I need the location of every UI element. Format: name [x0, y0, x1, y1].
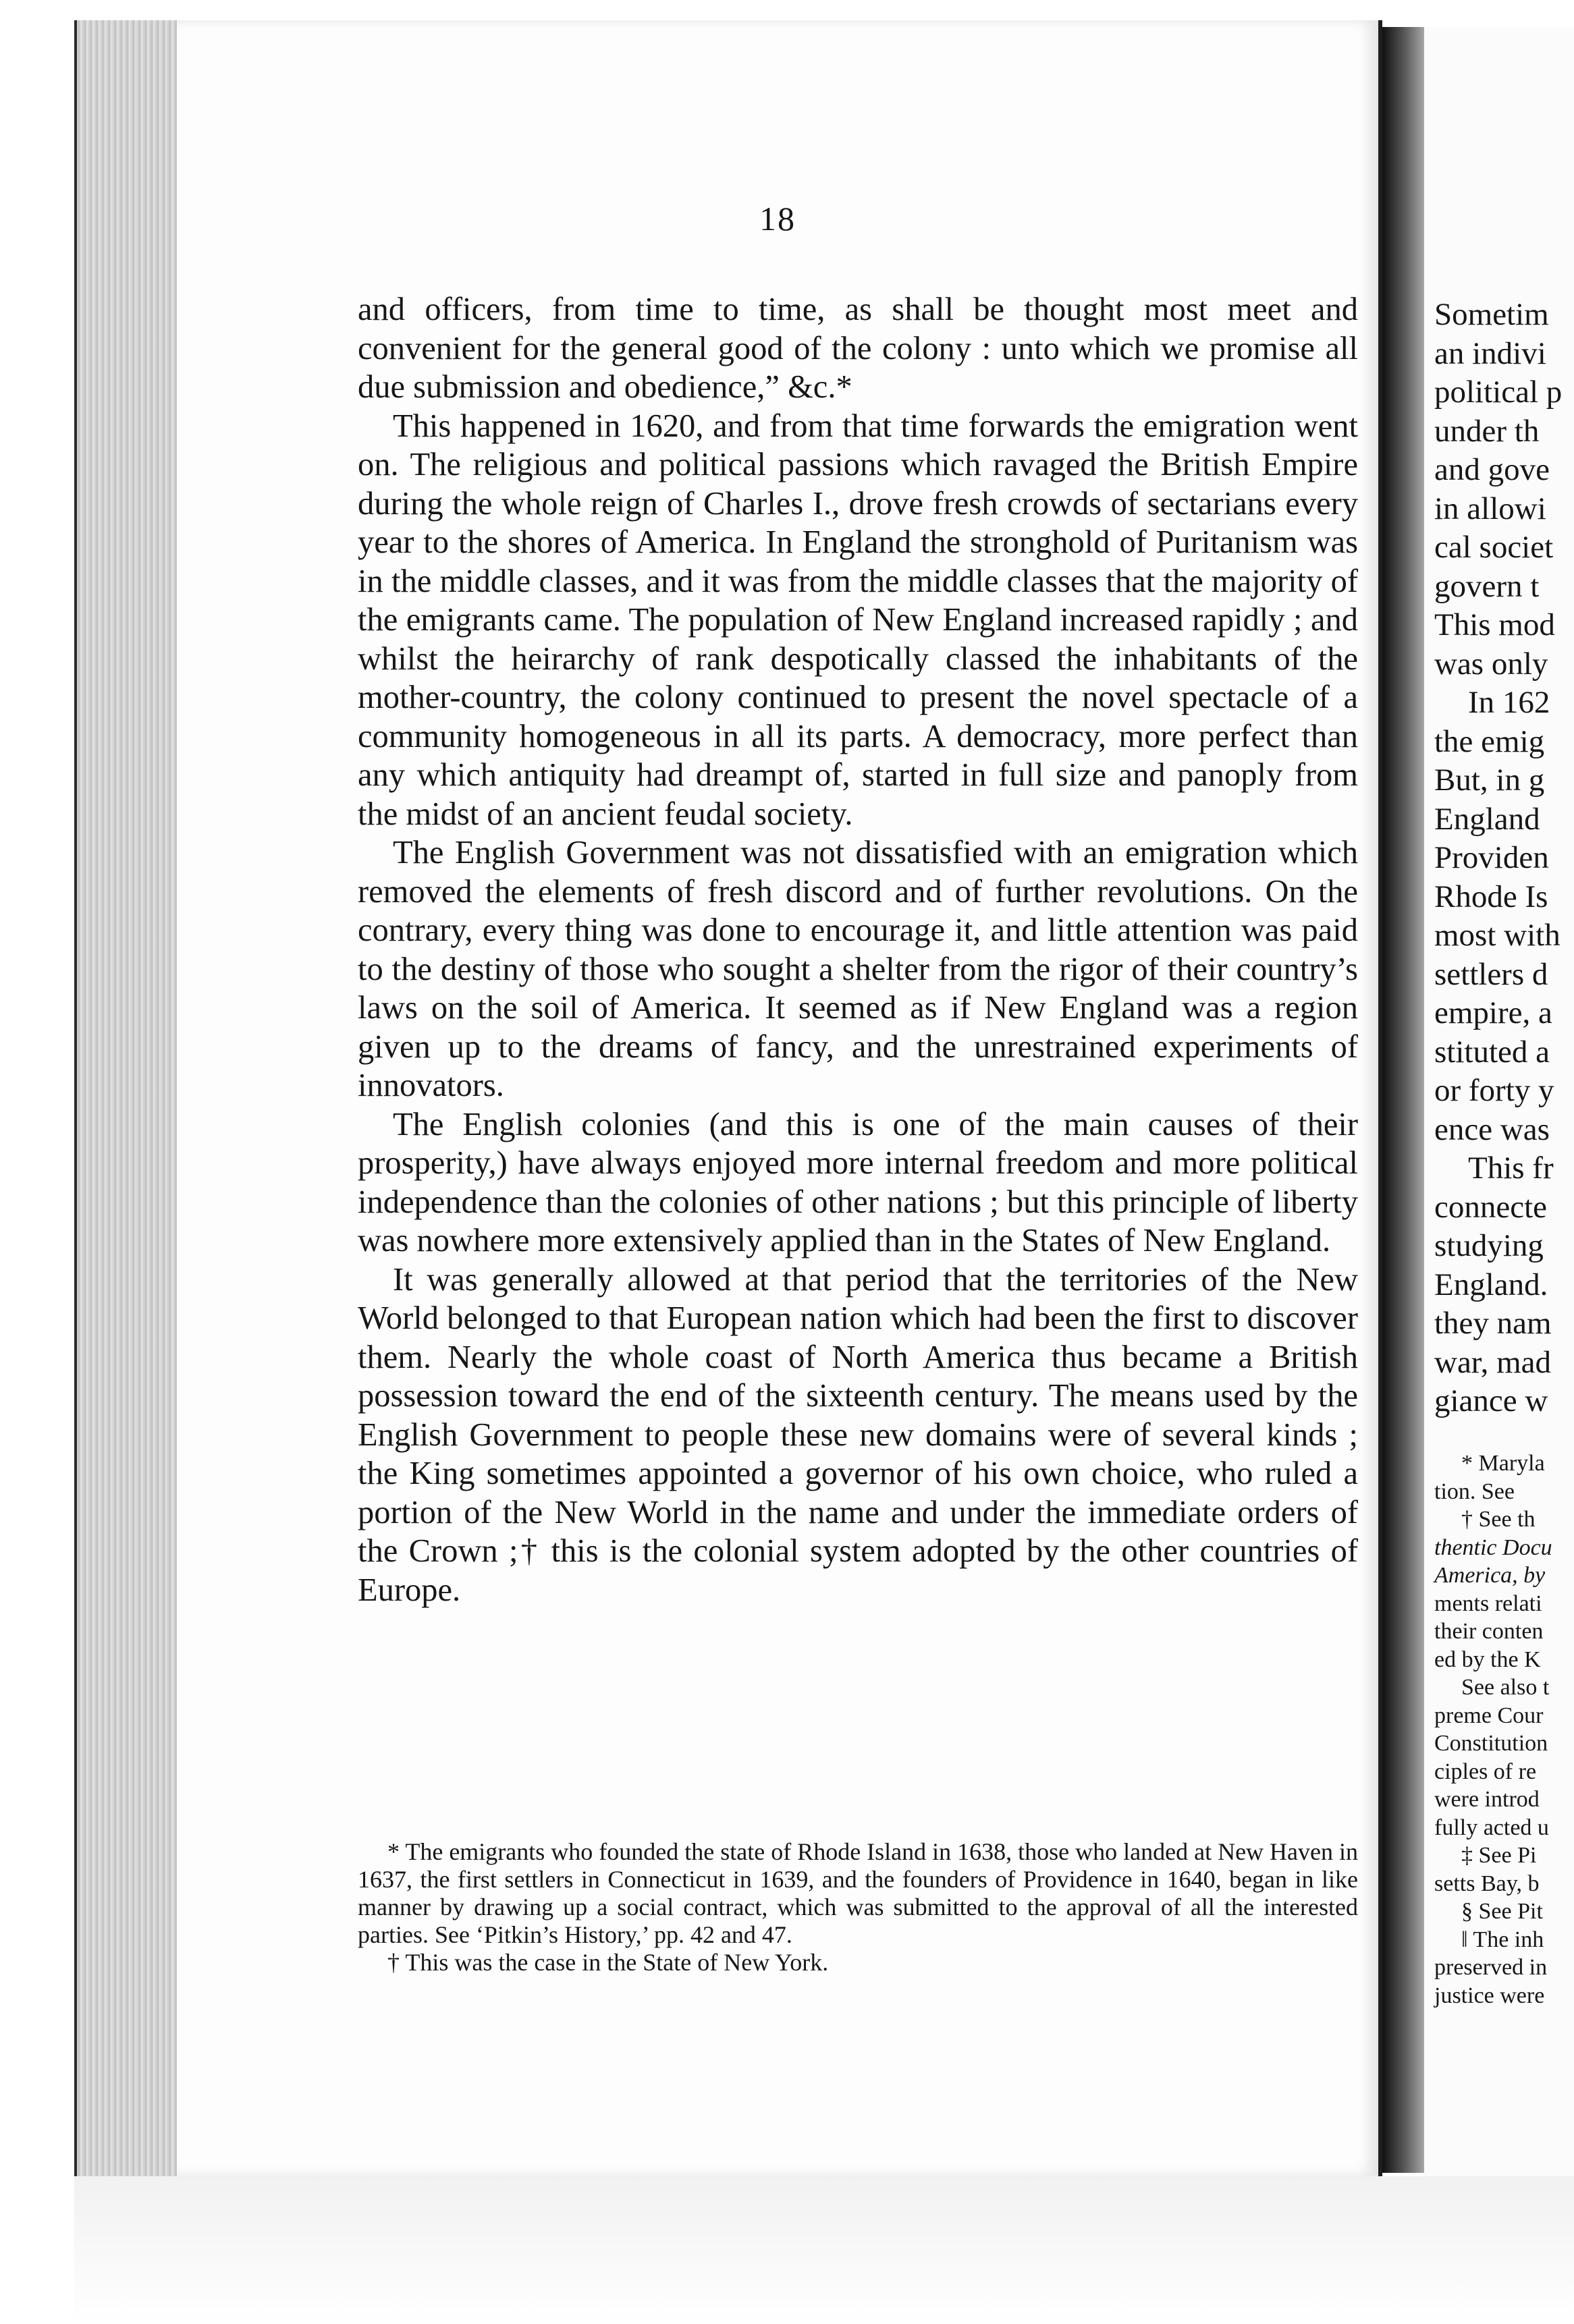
footnote: * The emigrants who founded the state of Rhode Island in 1638, those who landed at New Haven in 1637, the first settlers in Connecticut in 1639, and the founders of Providence in 1640, began in like manner by drawing up a social contract, which was submitted to the approval of all the interested parties. See ‘Pitkin’s History,’ pp. 42 and 47. [358, 1838, 1359, 1948]
left-page [177, 20, 1382, 2176]
text-line: Sometim [1434, 297, 1549, 332]
footnote-line: * Maryla [1461, 1451, 1545, 1476]
text-line: But, in g [1434, 763, 1545, 798]
text-line: most with [1434, 918, 1561, 953]
footnote-line: thentic Docu [1434, 1534, 1552, 1560]
paragraph: This happened in 1620, and from that time forwards the emigration went on. The religious and political passions which ravaged the British Empire during the whole reign of Charles I., drove fresh crowds of sectarians every year to the shores of America. In England the stronghold of Puritanism was in the middle classes, and it was from the middle classes that the majority of the emigrants came. The population of New England increased rapidly ; and whilst the heirarchy of rank despotically classed the inhabitants of the mother-country, the colony continued to present the novel spectacle of a community homogeneous in all its parts. A democracy, more perfect than any which antiquity had dreampt of, started in full size and panoply from the midst of an ancient feudal society. [358, 408, 1358, 832]
text-line: under th [1434, 413, 1540, 449]
text-line: ence was [1434, 1111, 1550, 1147]
text-line: or forty y [1434, 1073, 1554, 1108]
text-line: Rhode Is [1434, 879, 1548, 914]
page-number: 18 [759, 200, 796, 238]
footnote: † This was the case in the State of New York. [387, 1949, 829, 1976]
footnote-line: America, by [1434, 1563, 1546, 1588]
footnote-line: ‡ See Pi [1461, 1843, 1537, 1868]
right-page-footnotes [1434, 1449, 1574, 2010]
book-gutter [1382, 27, 1430, 2173]
footnote-line: tion. See [1434, 1478, 1515, 1504]
text-line: connecte [1434, 1189, 1548, 1225]
footnote-line: preserved in [1434, 1955, 1548, 1980]
footnote-line: § See Pit [1461, 1899, 1543, 1924]
text-line: war, mad [1434, 1344, 1551, 1380]
footnote-line: were introd [1434, 1787, 1540, 1812]
footnote-line: ‖ The inh [1461, 1927, 1544, 1952]
text-line: giance w [1434, 1383, 1548, 1418]
body-text [358, 290, 1358, 1609]
text-line: settlers d [1434, 956, 1548, 992]
footnote-line: See also t [1461, 1675, 1550, 1700]
text-line: studying [1434, 1228, 1544, 1263]
text-line: England [1434, 801, 1540, 837]
text-line: an indivi [1434, 335, 1546, 371]
text-line: political p [1434, 375, 1563, 410]
text-line: England. [1434, 1267, 1548, 1302]
paragraph: The English colonies (and this is one of the main causes of their prosperity,) have always enjoyed more internal freedom and more political independence than the colonies of other nations ; but this principle of liberty was nowhere more extensively applied than in the States of New England. [358, 1106, 1358, 1258]
footnote-line: Constitution [1434, 1731, 1548, 1756]
text-line: the emig [1434, 723, 1545, 759]
footnote-line: ciples of re [1434, 1759, 1537, 1784]
footnotes [358, 1838, 1358, 1976]
text-line: and gove [1434, 452, 1550, 487]
text-line: cal societ [1434, 530, 1554, 565]
footnote-line: fully acted u [1434, 1815, 1549, 1840]
footnote-line: setts Bay, b [1434, 1871, 1540, 1896]
text-line: stituted a [1434, 1034, 1550, 1070]
paragraph: It was generally allowed at that period that the territories of the New World belonged to that European nation which had been the first to discover them. Nearly the whole coast of North America thus became a British possession toward the end of the sixteenth century. The means used by the English Government to people these new domains were of several kinds ; the King sometimes appointed a governor of his own choice, who ruled a portion of the New World in the name and under the immediate orders of the Crown ;† this is the colonial system adopted by the other countries of Europe. [358, 1261, 1358, 1608]
footnote-line: † See th [1461, 1507, 1536, 1532]
footnote-line: justice were [1434, 1983, 1545, 2008]
text-line: This fr [1468, 1151, 1554, 1186]
page-edge-stack [74, 20, 185, 2186]
footnote-line: ments relati [1434, 1590, 1542, 1616]
paragraph: The English Government was not dissatisfied with an emigration which removed the elements of fresh discord and of further revolutions. On the contrary, every thing was done to encourage it, and little attention was paid to the destiny of those who sought a shelter from the rigor of their country’s laws on the soil of America. It seemed as if New England was a region given up to the dreams of fancy, and the unrestrained experiments of innovators. [358, 835, 1358, 1103]
paragraph: and officers, from time to time, as shall be thought most meet and convenient for the general good of the colony : unto which we promise all due submission and obedience,” &c.* [358, 292, 1358, 405]
footnote-line: their conten [1434, 1619, 1544, 1644]
footnote-line: preme Cour [1434, 1703, 1544, 1728]
text-line: they nam [1434, 1306, 1552, 1341]
text-line: In 162 [1468, 685, 1550, 720]
text-line: Providen [1434, 840, 1549, 875]
scan-bottom-margin [74, 2176, 1574, 2324]
text-line: This mod [1434, 607, 1555, 642]
right-page-text [1434, 296, 1574, 1421]
text-line: empire, a [1434, 995, 1552, 1030]
footnote-line: ed by the K [1434, 1647, 1541, 1672]
right-page-fragment [1424, 27, 1574, 2200]
text-line: in allowi [1434, 491, 1546, 526]
text-line: was only [1434, 646, 1548, 682]
text-line: govern t [1434, 568, 1540, 604]
